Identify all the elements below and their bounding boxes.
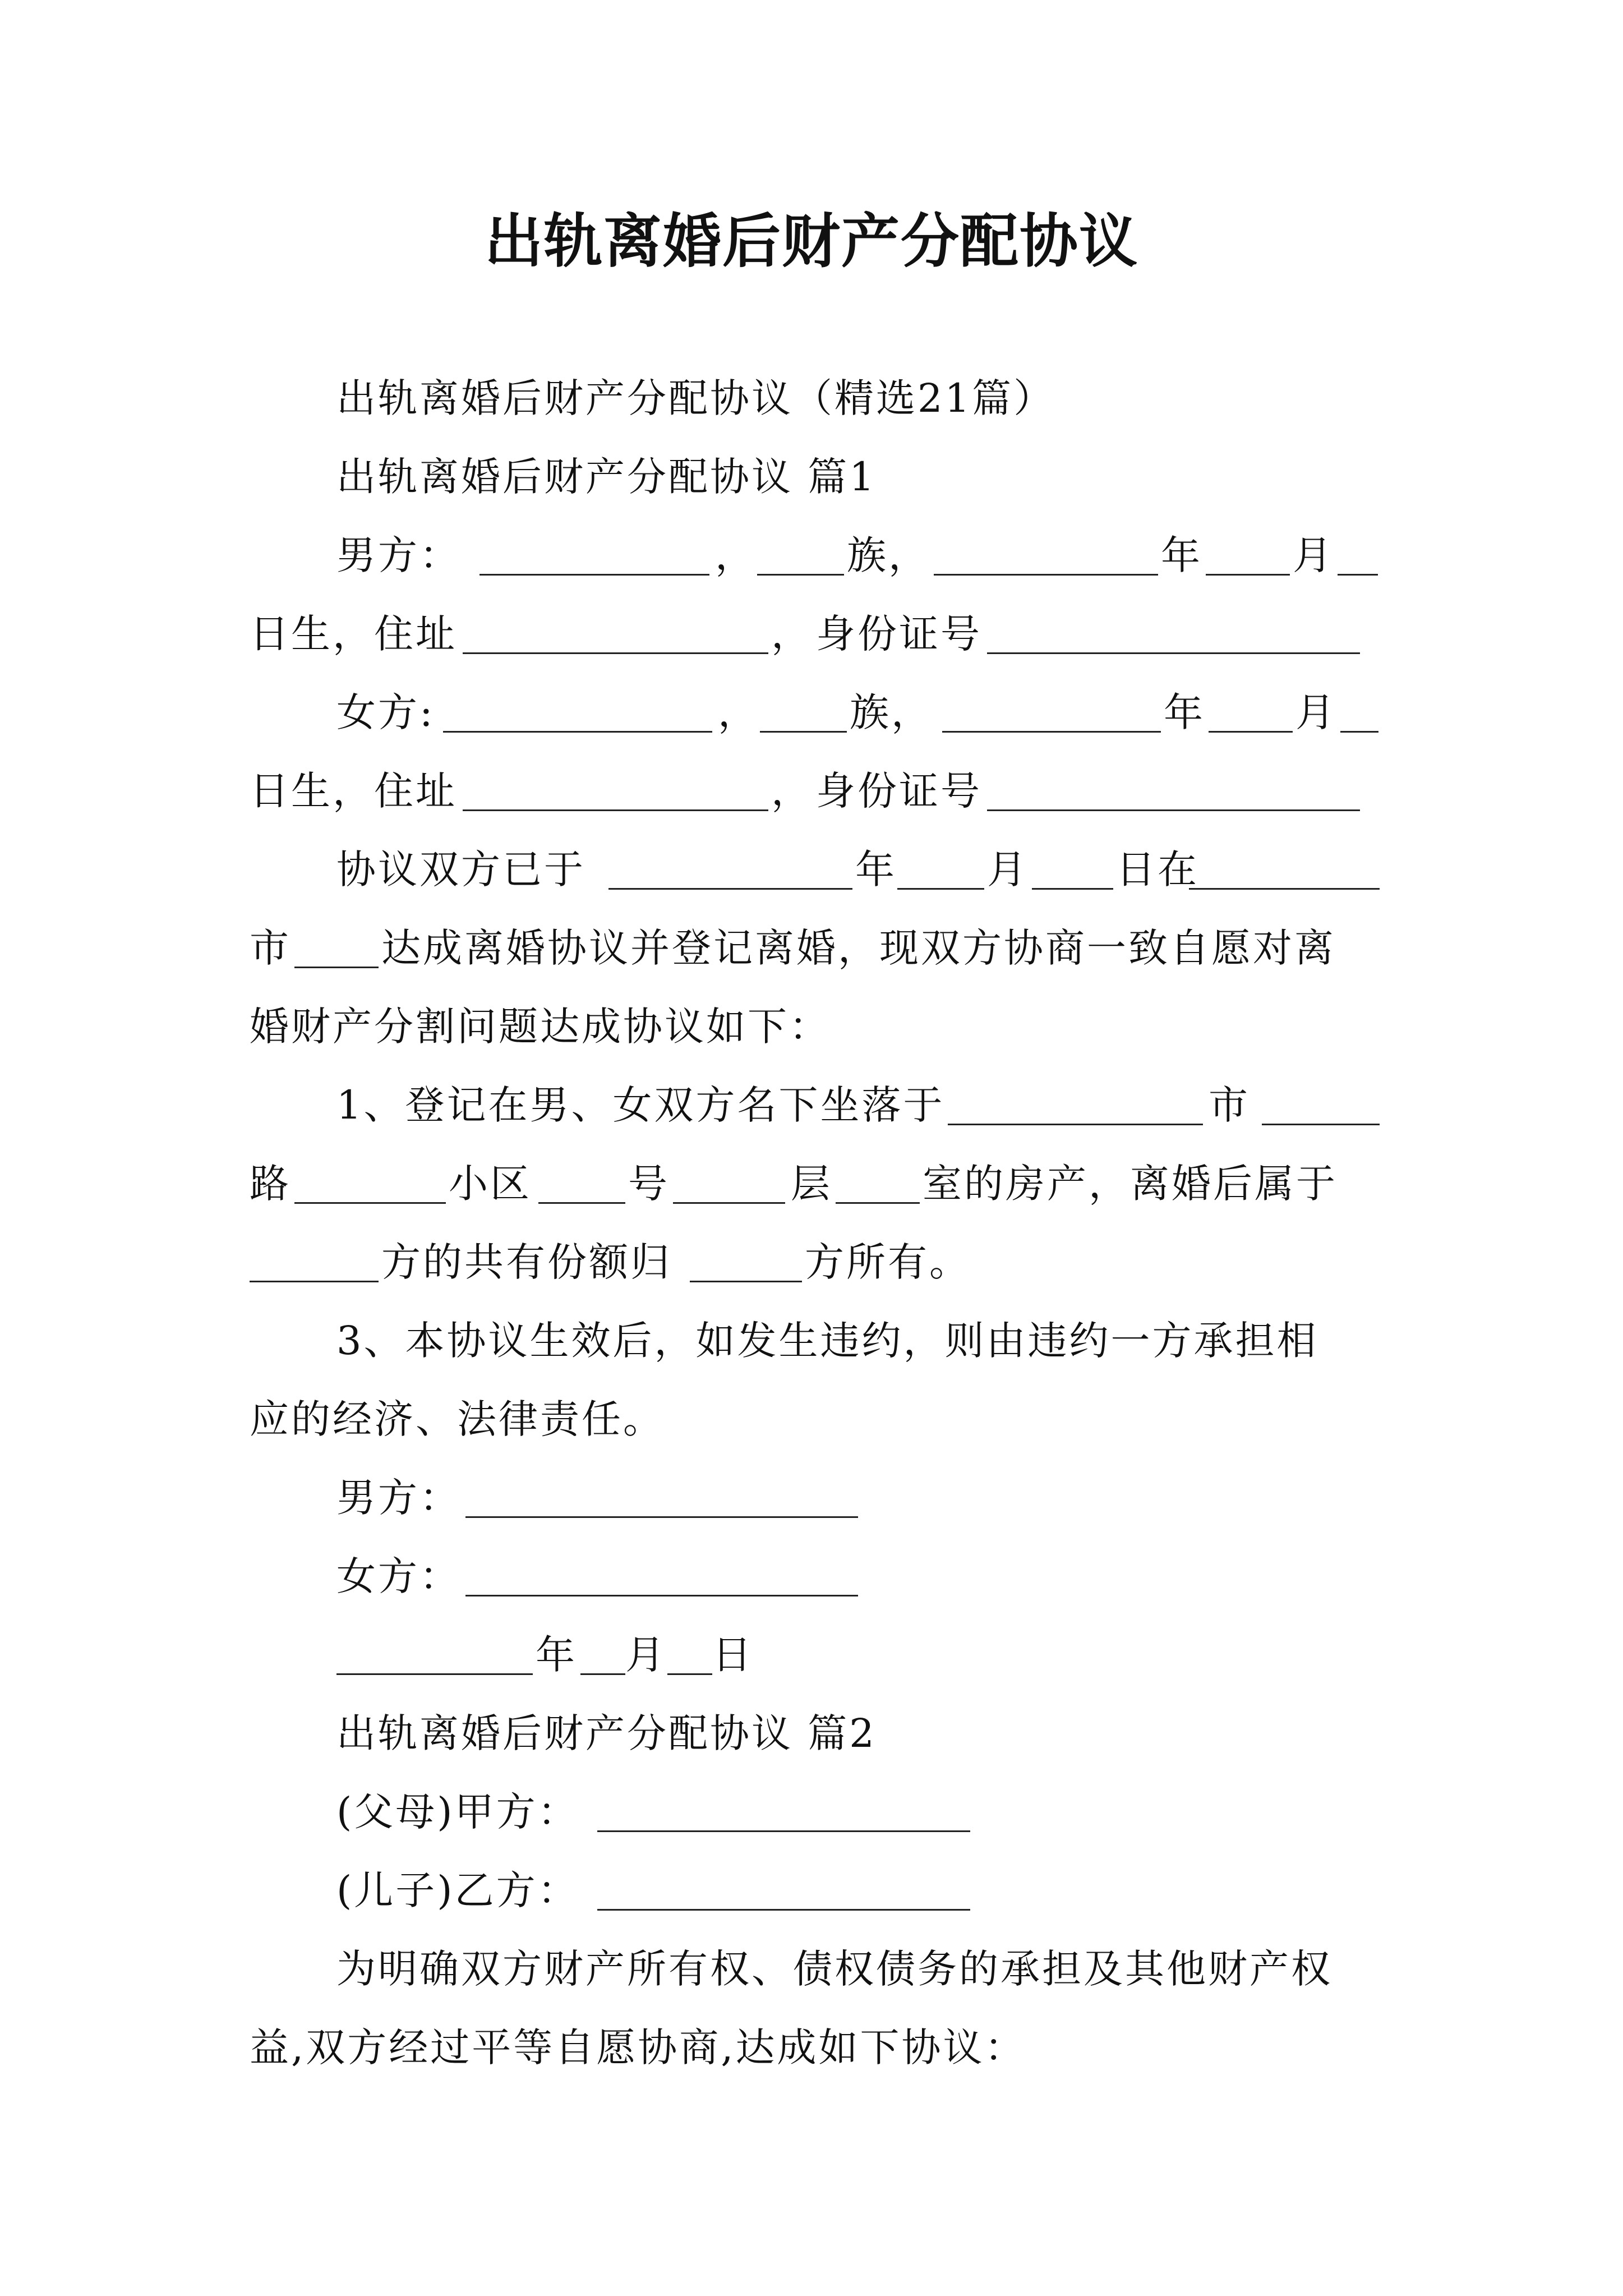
- property-room-blank[interactable]: [836, 1150, 920, 1204]
- section-heading: 出轨离婚后财产分配协议 篇1: [336, 454, 877, 500]
- clause-1-line-3: [0, 1228, 1623, 1296]
- month-label: 月: [1293, 532, 1334, 578]
- signature-month-blank[interactable]: [580, 1621, 625, 1675]
- party-b-line: [0, 1857, 1623, 1924]
- agreement-intro-text: 婚财产分割问题达成协议如下：: [250, 1004, 831, 1050]
- female-birth-year-blank[interactable]: [942, 679, 1161, 733]
- month-label: 月: [1295, 689, 1337, 735]
- male-label: 男方：: [336, 532, 461, 578]
- female-id-number-blank[interactable]: [987, 757, 1360, 811]
- party-a-blank[interactable]: [597, 1778, 970, 1832]
- section-2-intro-line-2: [0, 2014, 1623, 2081]
- signature-date-line: [0, 1621, 1623, 1688]
- section-heading: 出轨离婚后财产分配协议 篇2: [336, 1710, 877, 1756]
- female-signature-line: [0, 1543, 1623, 1610]
- agreement-intro-line-2: [0, 914, 1623, 982]
- clause-1-text: 方所有。: [805, 1239, 971, 1285]
- comma: ，: [771, 768, 813, 814]
- female-address-line: [0, 757, 1623, 825]
- community-label: 小区: [449, 1161, 532, 1207]
- number-label: 号: [628, 1161, 670, 1207]
- property-road-blank[interactable]: [1262, 1071, 1380, 1125]
- agreement-intro-line-1: [0, 836, 1623, 903]
- id-number-label: 身份证号: [816, 611, 982, 657]
- clause-1-line-2: [0, 1150, 1623, 1217]
- divorce-month-blank[interactable]: [897, 836, 984, 890]
- month-label: 月: [987, 846, 1029, 892]
- section-2-intro-text: 为明确双方财产所有权、债权债务的承担及其他财产权: [336, 1946, 1332, 1992]
- clause-3-line-2: [0, 1386, 1623, 1453]
- section-2-intro-text: 益,双方经过平等自愿协商,达成如下协议：: [250, 2024, 1026, 2070]
- female-birth-month-blank[interactable]: [1209, 679, 1293, 733]
- section-2-intro-line-1: [0, 1935, 1623, 2003]
- male-name-blank[interactable]: [479, 522, 709, 576]
- divorce-city-blank[interactable]: [294, 914, 379, 968]
- document-subtitle: 出轨离婚后财产分配协议（精选21篇）: [336, 375, 1055, 421]
- male-birth-year-blank[interactable]: [934, 522, 1158, 576]
- male-id-number-blank[interactable]: [987, 600, 1360, 654]
- share-recipient-blank[interactable]: [690, 1228, 802, 1282]
- day-at-label: 日在: [1116, 846, 1199, 892]
- clause-3-text: 3、本协议生效后，如发生违约，则由违约一方承担相: [336, 1318, 1318, 1364]
- property-number-blank[interactable]: [538, 1150, 625, 1204]
- party-a-label: (父母)甲方：: [336, 1789, 579, 1835]
- male-address-line: [0, 600, 1623, 668]
- month-label: 月: [625, 1632, 667, 1678]
- party-a-line: [0, 1778, 1623, 1846]
- female-label: 女方:: [336, 689, 435, 735]
- male-signature-line: [0, 1464, 1623, 1531]
- male-birth-day-blank[interactable]: [1338, 522, 1378, 576]
- birth-address-label: 日生，住址: [250, 611, 457, 657]
- ethnicity-label: 族，: [847, 532, 930, 578]
- agreement-intro-line-3: [0, 993, 1623, 1060]
- id-number-label: 身份证号: [816, 768, 982, 814]
- clause-1-line-1: [0, 1071, 1623, 1139]
- agreement-intro-text: 协议双方已于: [336, 846, 585, 892]
- male-signature-blank[interactable]: [465, 1464, 858, 1518]
- male-signature-label: 男方：: [336, 1475, 461, 1521]
- document-title: 出轨离婚后财产分配协议: [484, 206, 1138, 275]
- birth-address-label: 日生，住址: [250, 768, 457, 814]
- property-community-blank[interactable]: [294, 1150, 446, 1204]
- year-label: 年: [855, 846, 897, 892]
- divorce-day-blank[interactable]: [1032, 836, 1113, 890]
- road-label: 路: [250, 1161, 291, 1207]
- year-label: 年: [1164, 689, 1205, 735]
- male-info-line: [0, 522, 1623, 589]
- clause-1-text: 1、登记在男、女双方名下坐落于: [336, 1082, 945, 1128]
- day-label: 日: [712, 1632, 754, 1678]
- signature-year-blank[interactable]: [336, 1621, 533, 1675]
- year-label: 年: [536, 1632, 577, 1678]
- city-label: 市: [250, 925, 291, 971]
- section-2-heading-line: [0, 1700, 1623, 1767]
- party-b-blank[interactable]: [597, 1857, 970, 1911]
- comma: ，: [715, 532, 757, 578]
- clause-1-text: 方的共有份额归: [381, 1239, 672, 1285]
- signature-day-blank[interactable]: [667, 1621, 712, 1675]
- clause-3-line-1: [0, 1307, 1623, 1374]
- section-1-heading-line: [0, 443, 1623, 510]
- female-signature-blank[interactable]: [465, 1543, 858, 1596]
- male-birth-month-blank[interactable]: [1206, 522, 1290, 576]
- property-city-blank[interactable]: [948, 1071, 1203, 1125]
- share-owner-blank[interactable]: [250, 1228, 379, 1282]
- female-address-blank[interactable]: [463, 757, 768, 811]
- floor-label: 层: [791, 1161, 832, 1207]
- agreement-intro-text: 达成离婚协议并登记离婚，现双方协商一致自愿对离: [381, 925, 1336, 971]
- female-info-line: [0, 679, 1623, 746]
- property-floor-blank[interactable]: [673, 1150, 785, 1204]
- comma: ，: [771, 611, 813, 657]
- ethnicity-label: 族，: [850, 689, 933, 735]
- female-name-blank[interactable]: [443, 679, 712, 733]
- male-ethnicity-blank[interactable]: [757, 522, 844, 576]
- female-signature-label: 女方：: [336, 1553, 461, 1599]
- male-address-blank[interactable]: [463, 600, 768, 654]
- clause-3-text: 应的经济、法律责任。: [250, 1396, 665, 1442]
- divorce-place-blank[interactable]: [1189, 836, 1380, 890]
- year-label: 年: [1161, 532, 1202, 578]
- party-b-label: (儿子)乙方：: [336, 1867, 579, 1913]
- female-birth-day-blank[interactable]: [1340, 679, 1378, 733]
- document-subtitle-line: [0, 365, 1623, 432]
- clause-1-text: 室的房产，离婚后属于: [923, 1161, 1338, 1207]
- comma: ，: [718, 689, 759, 735]
- female-ethnicity-blank[interactable]: [760, 679, 847, 733]
- divorce-year-blank[interactable]: [608, 836, 852, 890]
- city-label: 市: [1209, 1082, 1250, 1128]
